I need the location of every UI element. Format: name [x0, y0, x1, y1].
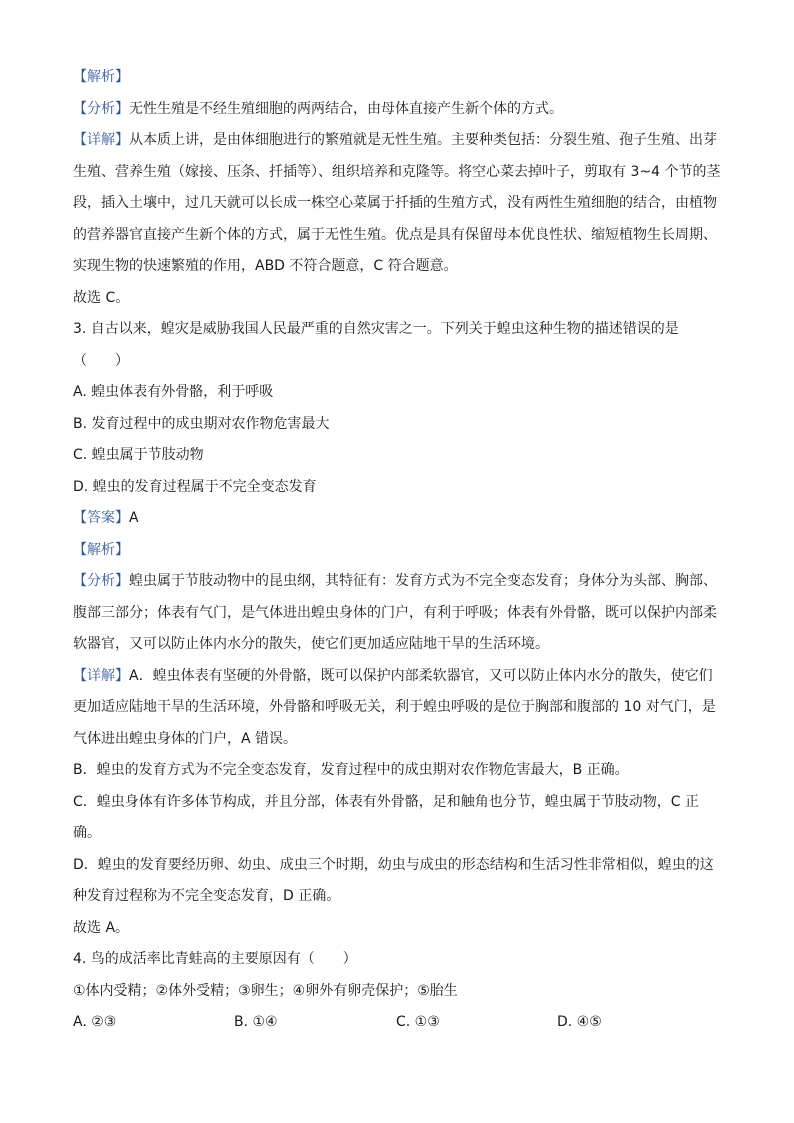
option-d: D. ④⑤ — [557, 1014, 602, 1030]
detail-line: 生殖、营养生殖（嫁接、压条、扦插等）、组织培养和克隆等。将空心菜去掉叶子，剪取有 3~4 个节的茎 — [73, 163, 721, 180]
question-items: ①体内受精；②体外受精；③卵生；④卵外有卵壳保护；⑤胎生 — [73, 982, 458, 999]
fenxi-label: 【分析】 — [73, 100, 129, 117]
detail-line: 实现生物的快速繁殖的作用，ABD 不符合题意，C 符合题意。 — [73, 258, 458, 274]
detail-line: 更加适应陆地干旱的生活环境，外骨骼和呼吸无关，利于蝗虫呼吸的是位于胸部和腹部的 10 对气门，是 — [73, 699, 716, 715]
document-page — [73, 62, 723, 1039]
question-stem: 4. 鸟的成活率比青蛙高的主要原因有（ ） — [73, 951, 357, 967]
fenxi-label: 【分析】 — [73, 573, 129, 589]
answer-blank: （ ） — [73, 352, 129, 369]
detail-line: 确。 — [73, 825, 101, 841]
detail-line: 气体进出蝗虫身体的门户，A 错误。 — [73, 730, 298, 747]
detail-text: A．蝗虫体表有坚硬的外骨骼，既可以保护内部柔软器官，又可以防止体内水分的散失，使它们 — [129, 667, 713, 684]
option-c: C. 蝗虫属于节肢动物 — [73, 447, 204, 463]
detail-line — [73, 661, 723, 693]
detail-line: B．蝗虫的发育方式为不完全变态发育，发育过程中的成虫期对农作物危害最大，B 正确。 — [73, 762, 629, 778]
question-stem: 3. 自古以来，蝗灾是威胁我国人民最严重的自然灾害之一。下列关于蝗虫这种生物的描述错误的是 — [73, 321, 679, 337]
analysis-line: 软器官，又可以防止体内水分的散失，使它们更加适应陆地干旱的生活环境。 — [73, 636, 549, 652]
answer-value: A — [129, 510, 139, 526]
detail-line: 种发育过程称为不完全变态发育，D 正确。 — [73, 888, 341, 904]
answer-row — [73, 503, 723, 535]
answer-label: 【答案】 — [73, 510, 129, 526]
detail-line: D．蝗虫的发育要经历卵、幼虫、成虫三个时期，幼虫与成虫的形态结构和生活习性非常相似，蝗虫的这 — [73, 856, 714, 873]
options-row — [73, 1007, 723, 1039]
detail-line: C．蝗虫身体有许多体节构成，并且分部，体表有外骨骼，足和触角也分节，蝗虫属于节肢动物，C 正 — [73, 793, 699, 810]
analysis-heading: 【解析】 — [73, 541, 129, 558]
detail-text: 从本质上讲，是由体细胞进行的繁殖就是无性生殖。主要种类包括：分裂生殖、孢子生殖、出芽 — [129, 132, 717, 148]
xiangjie-label: 【详解】 — [73, 667, 129, 684]
conclusion: 故选 A。 — [73, 919, 130, 936]
option-b: B. ①④ — [234, 1014, 278, 1030]
analysis-line: 腹部三部分；体表有气门，是气体进出蝗虫身体的门户，有利于呼吸；体表有外骨骼，既可以保护内部柔 — [73, 604, 717, 621]
analysis-summary — [73, 94, 723, 126]
option-a: A. ②③ — [73, 1014, 117, 1030]
option-d: D. 蝗虫的发育过程属于不完全变态发育 — [73, 478, 317, 495]
analysis-heading: 【解析】 — [73, 69, 129, 85]
detail-line: 段，插入土壤中，过几天就可以长成一株空心菜属于扦插的生殖方式，没有两性生殖细胞的结合，由植物 — [73, 195, 717, 211]
detail-line: 的营养器官直接产生新个体的方式，属于无性生殖。优点是具有保留母本优良性状、缩短植物生长周期、 — [73, 226, 717, 243]
conclusion: 故选 C。 — [73, 289, 130, 306]
fenxi-text: 无性生殖是不经生殖细胞的两两结合，由母体直接产生新个体的方式。 — [129, 100, 563, 117]
detail-line — [73, 125, 723, 157]
option-c: C. ①③ — [396, 1014, 440, 1030]
option-a: A. 蝗虫体表有外骨骼，利于呼吸 — [73, 384, 274, 400]
analysis-line — [73, 566, 723, 598]
option-b: B. 发育过程中的成虫期对农作物危害最大 — [73, 415, 330, 432]
xiangjie-label: 【详解】 — [73, 132, 129, 148]
analysis-text: 蝗虫属于节肢动物中的昆虫纲，其特征有：发育方式为不完全变态发育；身体分为头部、胸部、 — [129, 573, 717, 589]
